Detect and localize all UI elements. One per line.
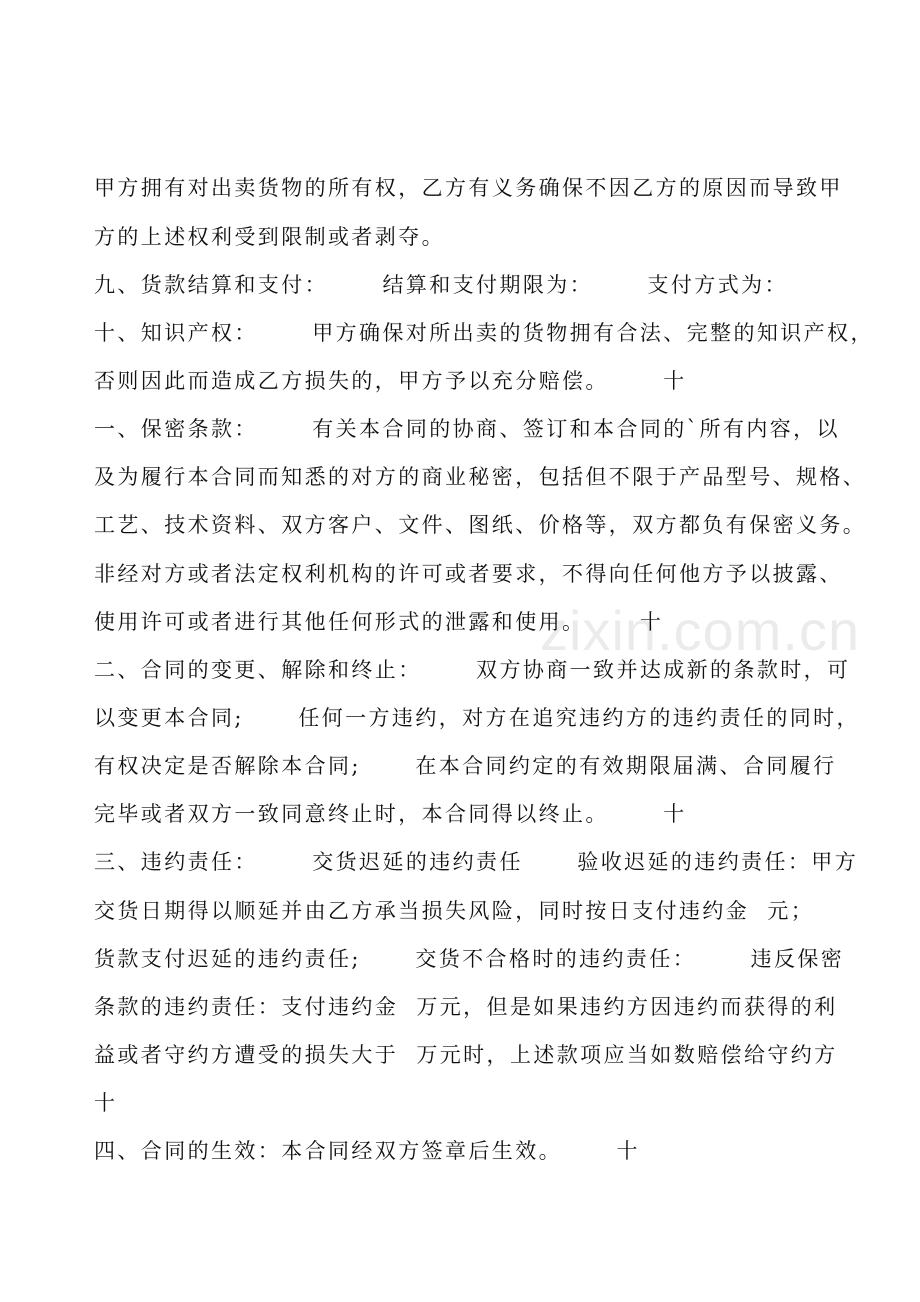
text-line: 九、货款结算和支付： 结算和支付期限为： 支付方式为：	[94, 273, 788, 297]
text-line: 十、知识产权： 甲方确保对所出卖的货物拥有合法、完整的知识产权，	[94, 321, 874, 345]
text-line: 四、合同的生效：本合同经双方签章后生效。 十	[94, 1139, 640, 1163]
text-line: 二、合同的变更、解除和终止： 双方协商一致并达成新的条款时，可	[94, 658, 851, 682]
text-line: 一、保密条款： 有关本合同的协商、签订和本合同的`所有内容，以	[94, 417, 840, 441]
text-line: 益或者守约方遭受的损失大于 万元时，上述款项应当如数赔偿给守约方	[94, 1043, 838, 1067]
text-line: 工艺、技术资料、双方客户、文件、图纸、价格等，双方都负有保密义务。	[94, 513, 867, 537]
text-line: 三、违约责任： 交货迟延的违约责任 验收迟延的违约责任：甲方	[94, 850, 859, 874]
text-line: 否则因此而造成乙方损失的，甲方予以充分赔偿。 十	[94, 369, 687, 393]
text-line: 货款支付迟延的违约责任; 交货不合格时的违约责任： 违反保密	[94, 947, 845, 971]
text-line: 十	[94, 1091, 118, 1115]
text-line: 非经对方或者法定权利机构的许可或者要求，不得向任何他方予以披露、	[94, 562, 843, 586]
text-line: 方的上述权利受到限制或者剥夺。	[94, 225, 445, 249]
text-line: 完毕或者双方一致同意终止时，本合同得以终止。 十	[94, 802, 687, 826]
text-line: 条款的违约责任：支付违约金 万元，但是如果违约方因违约而获得的利	[94, 995, 838, 1019]
text-line: 使用许可或者进行其他任何形式的泄露和使用。 十	[94, 610, 664, 634]
text-line: 有权决定是否解除本合同; 在本合同约定的有效期限届满、合同履行	[94, 754, 837, 778]
text-line: 及为履行本合同而知悉的对方的商业秘密，包括但不限于产品型号、规格、	[94, 465, 867, 489]
text-line: 以变更本合同; 任何一方违约，对方在追究违约方的违约责任的同时，	[94, 706, 860, 730]
watermark: zixin.com.cn	[540, 599, 861, 662]
text-line: 甲方拥有对出卖货物的所有权，乙方有义务确保不因乙方的原因而导致甲	[94, 176, 843, 200]
text-line: 交货日期得以顺延并由乙方承当损失风险，同时按日支付违约金 元；	[94, 899, 815, 923]
